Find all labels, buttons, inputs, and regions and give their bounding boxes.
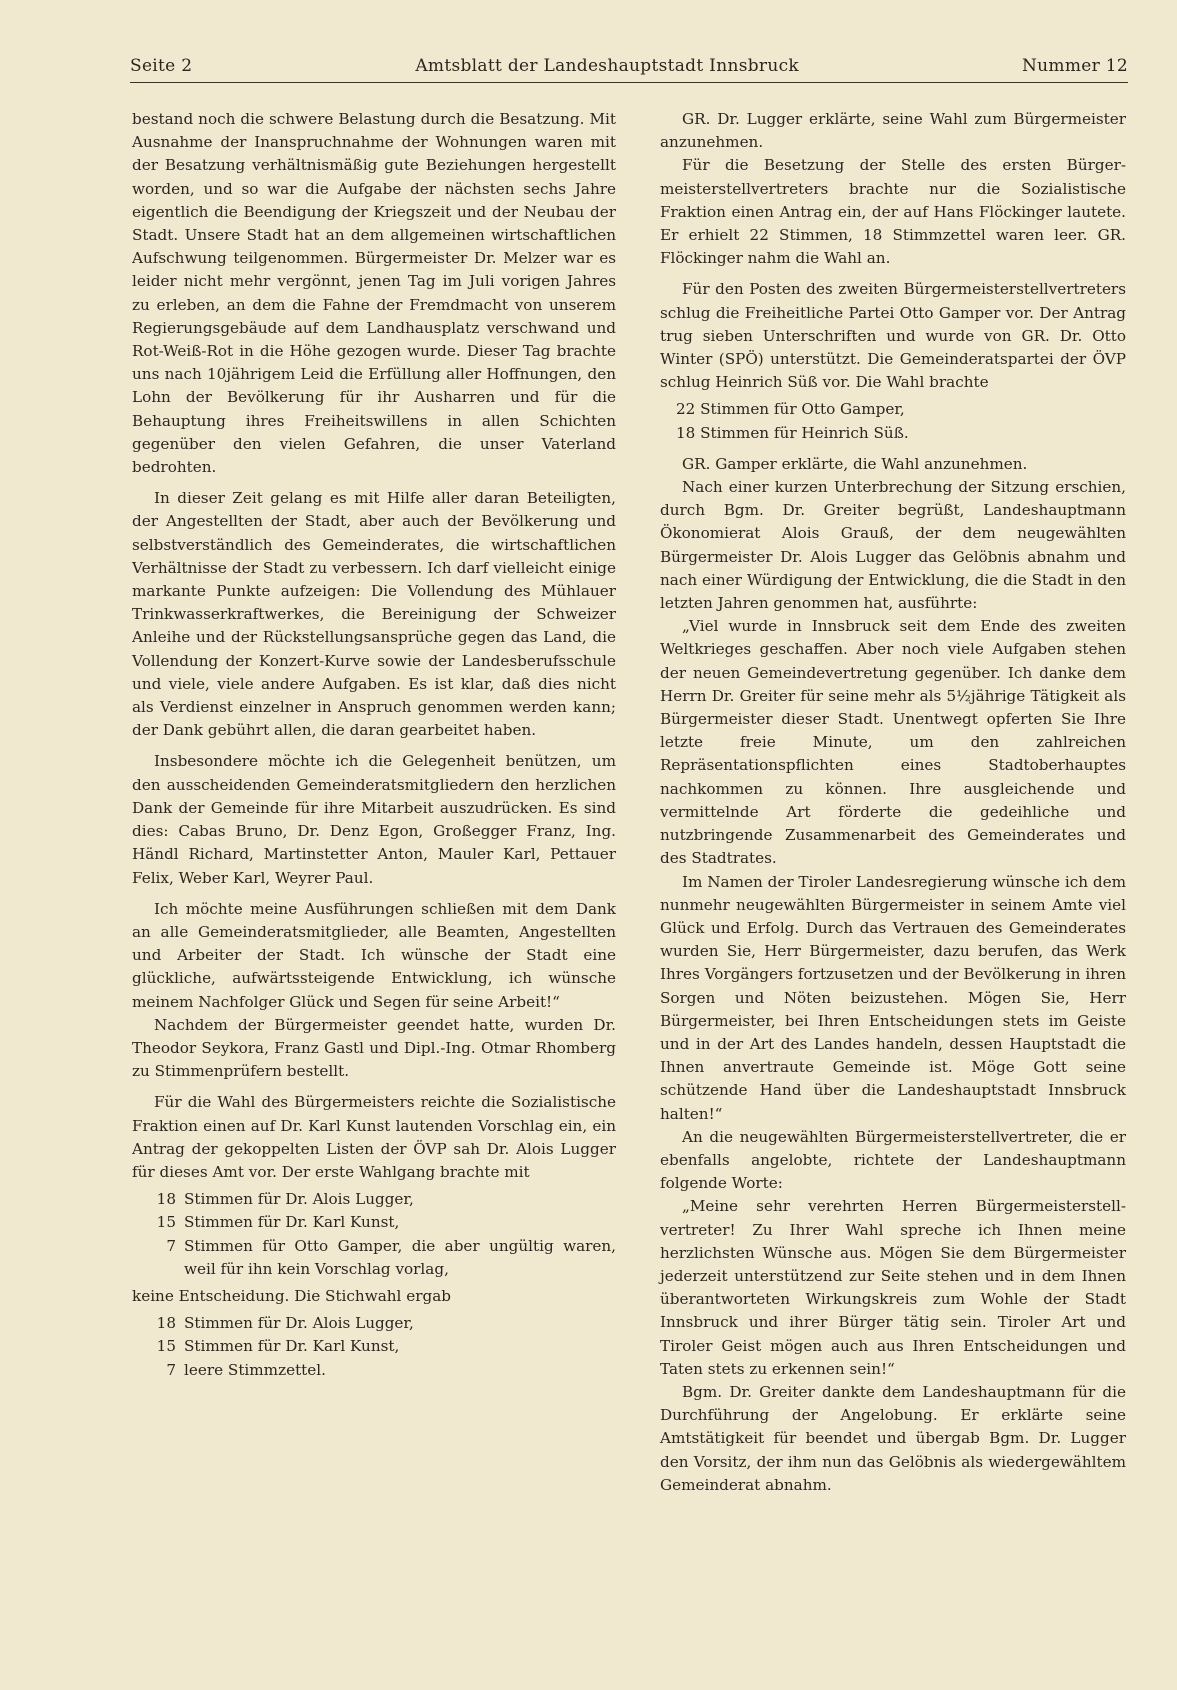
left-column <box>132 108 616 1386</box>
paragraph: GR. Dr. Lugger erklärte, seine Wahl zum Bürgermeister anzunehmen. <box>660 110 1126 152</box>
paragraph: Nachdem der Bürgermeister geendet hatte, wurden Dr. Theodor Seykora, Franz Gastl und Dipl.-Ing. Otmar Rhomberg zu Stimmenprüfern bestellt. <box>132 1015 616 1081</box>
vote-count: 15 <box>156 1213 176 1232</box>
vote-text: Stimmen für Otto Gamper, die aber ungültig waren, weil für ihn kein Vorschlag vorlag, <box>184 1236 616 1278</box>
paragraph: Für die Wahl des Bürgermeisters reichte die Sozialistische Fraktion einen auf Dr. Karl Kunst lautenden Vorschlag ein, ein Antrag der gekoppelten Listen der ÖVP sah Dr. Alois Lugger für dieses Amt vor. Der erste Wahlgang brachte mit <box>132 1093 616 1181</box>
paragraph: Für den Posten des zweiten Bürgermeisterstellvertreters schlug die Freiheitliche Partei Otto Gamper vor. Der Antrag trug sieben Unterschriften und wurde von GR. Dr. Otto Winter (SPÖ) unterstützt. Die Gemeinderatspartei der ÖVP schlug Heinrich Süß vor. Die Wahl brachte <box>660 280 1126 392</box>
right-column <box>660 108 1126 1497</box>
vote-count: 15 <box>156 1337 176 1356</box>
paragraph: Ich möchte meine Ausführungen schließen mit dem Dank an alle Gemeinderatsmitglieder, alle Beamten, Angestellten und Arbeiter der Stadt. Ich wünsche der Stadt eine glückliche, aufwärtssteigende Entwicklung, ich wünsche meinem Nachfolger Glück und Segen für seine Arbeit!“ <box>132 899 616 1011</box>
runoff-results <box>132 1312 616 1382</box>
list-item <box>132 1335 616 1358</box>
list-item <box>132 1359 616 1382</box>
list-item <box>132 1211 616 1234</box>
vote-text: Stimmen für Dr. Karl Kunst, <box>184 1213 400 1232</box>
paragraph: „Meine sehr verehrten Herren Bürgermeisterstellvertreter! Zu Ihrer Wahl spreche ich Ihnen meine herzlichsten Wünsche aus. Mögen Sie dem Bürgermeister jederzeit unterstützend zur Seite stehen und in dem Ihnen überantworteten Wirkungskreis zum Wohle der Stadt Innsbruck und ihrer Bürger tätig sein. Tiroler Art und Tiroler Geist mögen auch aus Ihren Entscheidungen und Taten stets zu erkennen sein!“ <box>660 1197 1126 1378</box>
deputy-vote-results <box>660 398 1126 444</box>
paragraph: Nach einer kurzen Unterbrechung der Sitzung erschien, durch Bgm. Dr. Greiter begrüßt, Landeshauptmann Ökonomierat Alois Grauß, der dem neugewählten Bürgermeister Dr. Alois Lugger das Gelöbnis abnahm und nach einer Würdigung der Entwicklung, die die Stadt in den letzten Jahren genommen hat, ausführte: <box>660 478 1126 613</box>
list-item: 22 Stimmen für Otto Gamper, <box>676 400 905 419</box>
paragraph: bestand noch die schwere Belastung durch die Besatzung. Mit Ausnahme der Inanspruchnahme der Wohnungen waren mit der Besatzung verhältnismäßig gute Beziehungen hergestellt worden, und so war die Aufgabe der nächsten sechs Jahre eigentlich die Beendigung der Kriegszeit und der Neubau der Stadt. Unsere Stadt hat an dem allgemeinen wirtschaftlichen Aufschwung teilgenommen. Bürgermeister Dr. Melzer war es leider nicht mehr vergönnt, jenen Tag im Juli vorigen Jahres zu erleben, an dem die Fahne der Fremdmacht von unserem Regierungsgebäude auf dem Landhausplatz verschwand und Rot-Weiß-Rot in die Höhe gezogen wurde. Dieser Tag brachte uns nach 10jährigem Leid die Erfüllung aller Hoffnungen, den Lohn der Bevölkerung für ihr Ausharren und für die Behauptung ihres Freiheitswillens in allen Schichten gegenüber den vielen Gefahren, die unser Vaterland bedrohten. <box>132 110 616 477</box>
vote-count: 7 <box>166 1236 176 1255</box>
page-header <box>130 56 1128 83</box>
vote-text: Stimmen für Dr. Karl Kunst, <box>184 1337 400 1356</box>
vote-text: Stimmen für Dr. Alois Lugger, <box>184 1314 414 1333</box>
vote-count: 18 <box>156 1190 176 1209</box>
paragraph: keine Entscheidung. Die Stichwahl ergab <box>132 1286 451 1305</box>
paragraph: In dieser Zeit gelang es mit Hilfe aller daran Beteiligten, der Angestellten der Stadt, aber auch der Bevölkerung und selbstverständlich des Gemeinderates, die wirtschaftlichen Verhältnisse der Stadt zu verbessern. Ich darf vielleicht einige markante Punkte aufzeigen: Die Vollendung des Mühlauer Trinkwasserkraftwerkes, die Bereinigung der Schweizer Anleihe und der Rückstellungsansprüche gegen das Land, die Vollendung der Konzert-Kurve sowie der Landesberufsschule und viele, viele andere Aufgaben. Es ist klar, daß dies nicht als Verdienst einzelner in Anspruch genommen werden kann; der Dank gebührt allen, die daran gearbeitet haben. <box>132 489 616 740</box>
list-item <box>132 1312 616 1335</box>
paragraph: Insbesondere möchte ich die Gelegenheit benützen, um den ausscheidenden Gemeinderatsmitgliedern den herzlichen Dank der Gemeinde für ihre Mitarbeit auszudrücken. Es sind dies: Cabas Bruno, Dr. Denz Egon, Großegger Franz, Ing. Händl Richard, Martinstetter Anton, Mauler Karl, Pettauer Felix, Weber Karl, Weyrer Paul. <box>132 752 616 887</box>
list-item <box>132 1235 616 1281</box>
paragraph: Bgm. Dr. Greiter dankte dem Landeshauptmann für die Durchführung der Angelobung. Er erklärte seine Amtstätigkeit für beendet und übergab Bgm. Dr. Lugger den Vorsitz, der ihm nun das Gelöbnis als wiedergewähltem Gemeinderat abnahm. <box>660 1382 1126 1494</box>
publication-title: Amtsblatt der Landeshauptstadt Innsbruck <box>415 56 800 76</box>
page-number: Seite 2 <box>130 56 193 76</box>
list-item: 18 Stimmen für Heinrich Süß. <box>676 423 909 442</box>
paragraph: Für die Besetzung der Stelle des ersten Bürgermeisterstellvertreters brachte nur die Sozialistische Fraktion einen Antrag ein, der auf Hans Flöckinger lautete. Er erhielt 22 Stimmen, 18 Stimmzettel waren leer. GR. Flöckinger nahm die Wahl an. <box>660 156 1126 268</box>
vote-count: 18 <box>156 1314 176 1333</box>
paragraph: Im Namen der Tiroler Landesregierung wünsche ich dem nunmehr neugewählten Bürgermeister in seinem Amte viel Glück und Erfolg. Durch das Vertrauen des Gemeinderates wurden Sie, Herr Bürgermeister, dazu berufen, das Werk Ihres Vorgängers fortzusetzen und der Bevölkerung in ihren Sorgen und Nöten beizustehen. Mögen Sie, Herr Bürgermeister, bei Ihren Entscheidungen stets im Geiste und in der Art des Landes handeln, dessen Hauptstadt die Ihnen anvertraute Gemeinde ist. Möge Gott seine schützende Hand über die Landeshauptstadt Innsbruck halten!“ <box>660 872 1126 1123</box>
first-ballot-results <box>132 1188 616 1281</box>
vote-text: leere Stimmzettel. <box>184 1360 326 1379</box>
paragraph: GR. Gamper erklärte, die Wahl anzunehmen. <box>682 454 1028 473</box>
paragraph: „Viel wurde in Innsbruck seit dem Ende des zweiten Weltkrieges geschaffen. Aber noch viele Aufgaben stehen der neuen Gemeindevertretung gegenüber. Ich danke dem Herrn Dr. Greiter für seine mehr als 5½jährige Tätigkeit als Bürgermeister dieser Stadt. Unentwegt opferten Sie Ihre letzte freie Minute, um den zahlreichen Repräsentationspflichten eines Stadtoberhauptes nachkommen zu können. Ihre ausgleichende und vermittelnde Art förderte die gedeihliche und nutzbringende Zusammenarbeit des Gemeinderates und des Stadtrates. <box>660 617 1126 868</box>
vote-text: Stimmen für Dr. Alois Lugger, <box>184 1190 414 1209</box>
paragraph: An die neugewählten Bürgermeisterstellvertreter, die er ebenfalls angelobte, richtete der Landeshauptmann folgende Worte: <box>660 1127 1126 1193</box>
list-item <box>132 1188 616 1211</box>
issue-number: Nummer 12 <box>1022 56 1128 76</box>
vote-count: 7 <box>166 1360 176 1379</box>
